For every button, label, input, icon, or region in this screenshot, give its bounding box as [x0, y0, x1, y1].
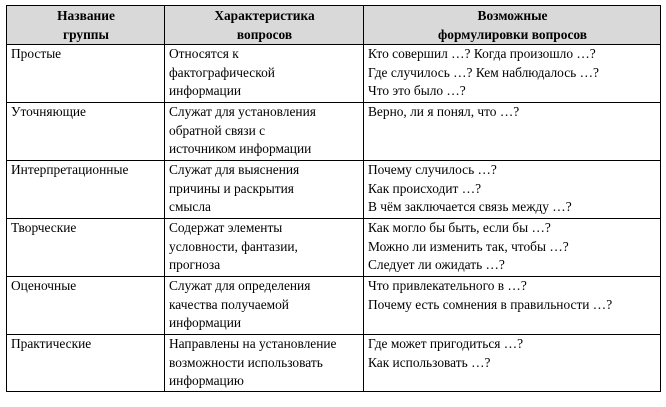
header-group-name	[7, 6, 165, 45]
group-name: Оценочные	[11, 278, 77, 294]
header-question-wording	[364, 6, 661, 45]
group-name: Творческие	[11, 220, 77, 236]
group-name-cell	[7, 45, 165, 103]
header-group-name-line: Название	[57, 8, 115, 23]
characteristic-line: источником информации	[169, 141, 312, 157]
group-name: Интерпретационные	[11, 162, 129, 178]
group-name: Уточняющие	[11, 104, 86, 120]
examples-cell	[364, 277, 661, 335]
characteristic-line: Относятся к	[169, 46, 239, 62]
example-question: Где случилось …? Кем наблюдалось …?	[368, 64, 599, 80]
characteristic-line: Служат для выяснения	[169, 162, 300, 178]
question-types-table-container	[6, 5, 660, 392]
header-characteristic-line: Характеристика	[214, 8, 315, 23]
table-row	[7, 103, 661, 161]
characteristic-line: причины и раскрытия	[169, 180, 294, 196]
group-name-cell	[7, 277, 165, 335]
header-question-wording-line: формулировки вопросов	[438, 26, 587, 42]
characteristic-line: прогноза	[169, 257, 221, 273]
examples-cell	[364, 161, 661, 219]
header-characteristic-line: вопросов	[236, 26, 293, 42]
group-name: Простые	[11, 46, 62, 62]
characteristic-line: смысла	[169, 199, 211, 215]
characteristic-line: Направлены на установление	[169, 336, 337, 352]
characteristic-line: информации	[169, 83, 242, 99]
example-question: Кто совершил …? Когда произошло …?	[368, 46, 596, 62]
characteristic-line: Содержат элементы	[169, 220, 283, 236]
example-question: Как происходит …?	[368, 180, 482, 196]
characteristic-cell	[165, 335, 364, 392]
group-name-cell	[7, 161, 165, 219]
characteristic-cell	[165, 277, 364, 335]
characteristic-line: Служат для установления	[169, 104, 316, 120]
characteristic-line: качества получаемой	[169, 296, 289, 312]
characteristic-line: фактографической	[169, 64, 275, 80]
examples-cell	[364, 103, 661, 161]
table-header-row	[7, 6, 661, 45]
example-question: Где может пригодиться …?	[368, 336, 524, 352]
header-question-wording-line: Возможные	[477, 8, 548, 23]
header-group-name-line: группы	[63, 26, 109, 42]
examples-cell	[364, 45, 661, 103]
group-name-cell	[7, 335, 165, 392]
example-question: Как использовать …?	[368, 354, 491, 370]
characteristic-cell	[165, 161, 364, 219]
table-row	[7, 161, 661, 219]
header-characteristic	[165, 6, 364, 45]
table-row	[7, 277, 661, 335]
group-name: Практические	[11, 336, 92, 352]
characteristic-line: возможности использовать	[169, 354, 323, 370]
example-question: Почему случилось …?	[368, 162, 497, 178]
example-question: Следует ли ожидать …?	[368, 257, 505, 273]
characteristic-line: условности, фантазии,	[169, 238, 298, 254]
characteristic-line: информации	[169, 315, 242, 331]
characteristic-line: информацию	[169, 373, 244, 389]
examples-cell	[364, 219, 661, 277]
characteristic-line: обратной связи с	[169, 122, 266, 138]
characteristic-line: Служат для определения	[169, 278, 311, 294]
example-question: Почему есть сомнения в правильности …?	[368, 296, 613, 312]
characteristic-cell	[165, 45, 364, 103]
example-question: В чём заключается связь между …?	[368, 199, 572, 215]
examples-cell	[364, 335, 661, 392]
group-name-cell	[7, 219, 165, 277]
example-question: Что привлекательного в …?	[368, 278, 527, 294]
characteristic-cell	[165, 219, 364, 277]
example-question: Верно, ли я понял, что …?	[368, 104, 520, 120]
example-question: Можно ли изменить так, чтобы …?	[368, 238, 569, 254]
question-types-table	[6, 5, 661, 392]
table-row	[7, 219, 661, 277]
table-row	[7, 45, 661, 103]
example-question: Что это было …?	[368, 83, 466, 99]
table-row	[7, 335, 661, 392]
example-question: Как могло бы быть, если бы …?	[368, 220, 551, 236]
group-name-cell	[7, 103, 165, 161]
characteristic-cell	[165, 103, 364, 161]
